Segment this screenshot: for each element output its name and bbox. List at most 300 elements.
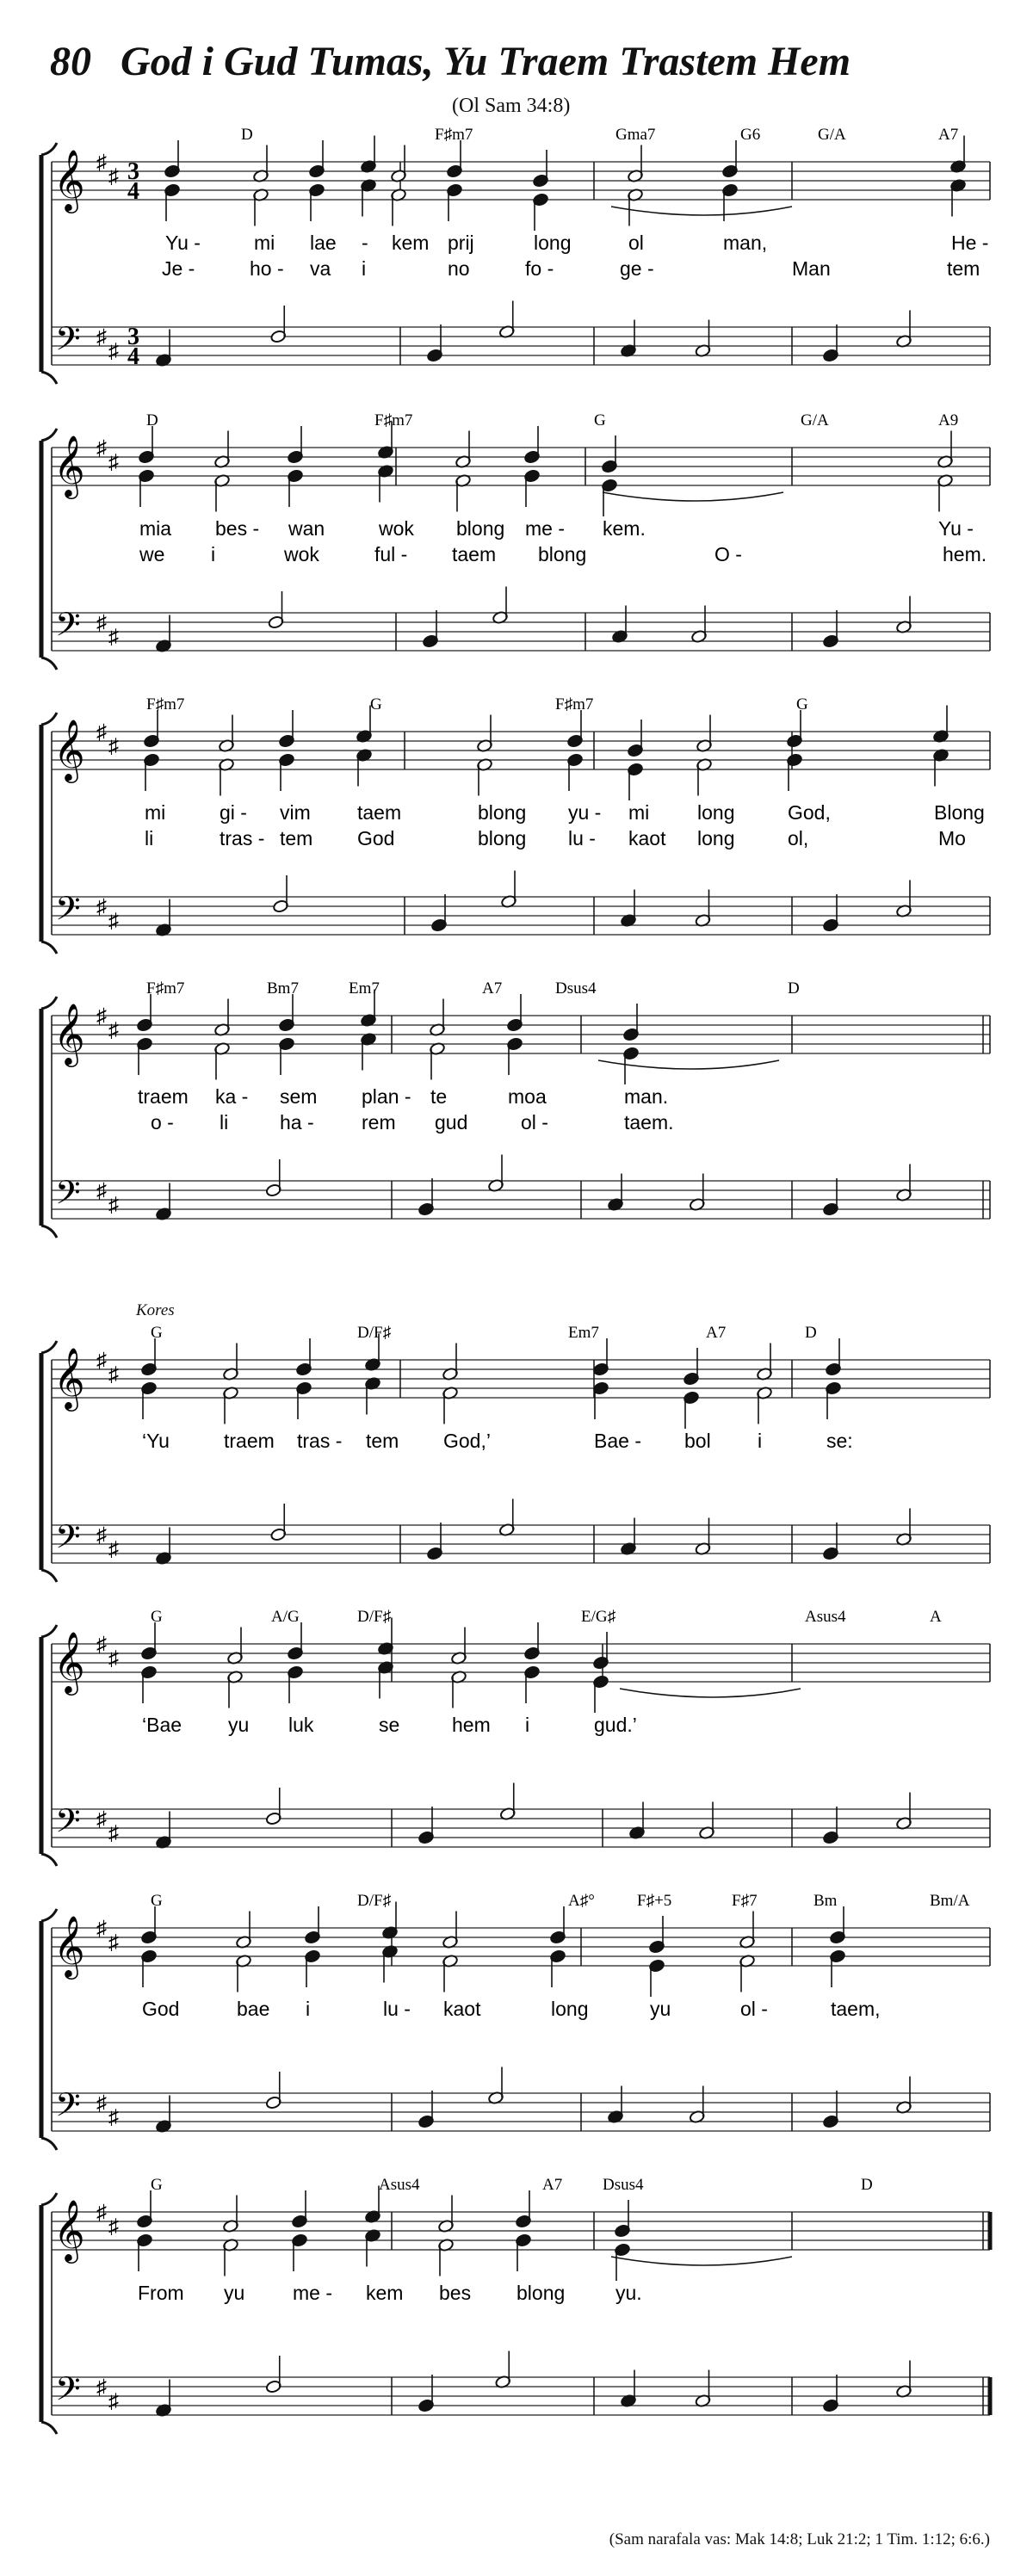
melody-note	[507, 994, 523, 1032]
svg-text:♯: ♯	[108, 2215, 119, 2239]
treble-key-signature	[96, 721, 119, 758]
svg-text:♯: ♯	[108, 1647, 119, 1671]
harmony-note	[288, 1665, 304, 1703]
melody-note	[219, 715, 235, 753]
melody-note	[365, 2186, 381, 2224]
harmony-note	[684, 1391, 700, 1429]
melody-note	[279, 710, 295, 748]
lyric-syllable-verse-1: He -	[951, 232, 989, 254]
svg-text:♯: ♯	[96, 1808, 107, 1831]
harmony-note	[593, 1381, 609, 1419]
lyric-syllable-verse-1: blong	[456, 517, 505, 540]
bass-note	[896, 311, 912, 349]
harmony-note	[137, 1037, 153, 1075]
harmony-note	[236, 1955, 252, 1992]
bass-note	[156, 615, 172, 653]
harmony-note	[253, 188, 269, 226]
svg-text:♯: ♯	[96, 1350, 107, 1372]
melody-note	[292, 2190, 308, 2228]
lyric-syllable-verse-1: gi -	[220, 801, 247, 824]
melody-note	[438, 2196, 455, 2233]
bass-note	[265, 1159, 281, 1197]
bass-note	[621, 2370, 637, 2408]
lyric-syllable-verse-1: sem	[280, 1085, 318, 1108]
harmony-note	[288, 469, 304, 507]
bass-note	[695, 320, 711, 358]
melody-note	[227, 1628, 244, 1665]
harmony-note	[144, 753, 160, 791]
melody-note	[593, 1632, 609, 1670]
harmony-note	[950, 179, 967, 217]
melody-note	[628, 145, 644, 183]
bass-note	[896, 596, 912, 634]
chord-symbol: G/A	[818, 127, 846, 144]
bass-clef-icon: 𝄢	[55, 2371, 81, 2415]
svg-text:♯: ♯	[108, 735, 119, 758]
chord-symbol: D	[788, 981, 800, 998]
chord-symbol: G	[151, 1609, 163, 1626]
svg-text:♯: ♯	[108, 165, 119, 188]
lyric-syllable-verse-2: Je -	[162, 257, 195, 280]
melody-note	[739, 1912, 756, 1949]
harmony-note	[430, 1042, 446, 1080]
lyric-syllable-verse-2: taem	[452, 543, 497, 565]
lyric-syllable-verse-1: blong	[516, 2282, 566, 2304]
lyric-syllable-verse-1: kem.	[603, 517, 646, 540]
chord-symbol: D	[241, 127, 253, 144]
svg-text:♯: ♯	[96, 2376, 107, 2399]
melody-note	[516, 2190, 532, 2228]
lyric-syllable-verse-1: Blong	[934, 801, 985, 824]
bass-note	[265, 2356, 281, 2394]
melody-note	[722, 140, 739, 178]
chord-symbol: D	[805, 1325, 817, 1342]
svg-text:♯: ♯	[96, 2202, 107, 2224]
chord-symbol: G	[151, 1325, 163, 1342]
treble-time-signature	[127, 158, 139, 205]
bass-note	[896, 2361, 912, 2399]
melody-note	[567, 710, 584, 748]
melody-note	[296, 1338, 312, 1376]
bass-note	[418, 2375, 435, 2412]
chord-symbol: A7	[542, 2178, 563, 2194]
bass-note	[501, 871, 517, 909]
lyric-syllable-verse-1: God,	[788, 801, 831, 824]
lyric-syllable-verse-1: se:	[826, 1430, 853, 1452]
harmony-note	[141, 1381, 158, 1419]
bass-note	[418, 1807, 435, 1844]
chord-symbol: D/F♯	[357, 1893, 392, 1910]
treble-key-signature	[96, 151, 119, 188]
system-3	[0, 697, 1033, 964]
lyric-syllable-verse-2: li	[145, 827, 154, 849]
bass-staff	[52, 1525, 990, 1563]
treble-key-signature	[96, 1918, 119, 1955]
melody-note	[223, 1344, 239, 1381]
harmony-note	[524, 1665, 541, 1703]
chord-symbol: Asus4	[805, 1609, 846, 1626]
melody-note	[757, 1344, 773, 1381]
melody-note	[447, 140, 463, 178]
lyric-syllable-verse-1: wok	[379, 517, 414, 540]
melody-note	[164, 140, 181, 178]
bass-note	[492, 587, 509, 625]
lyric-syllable-verse-2: Man	[792, 257, 831, 280]
svg-text:♯: ♯	[108, 2390, 119, 2413]
lyric-syllable-verse-2: O -	[714, 543, 742, 565]
bass-note	[268, 591, 284, 629]
lyric-syllable-verse-2: long	[697, 827, 735, 849]
harmony-note	[477, 758, 493, 796]
bass-note	[265, 1788, 281, 1825]
melody-note	[141, 1622, 158, 1660]
lyric-syllable-verse-2: God	[357, 827, 395, 849]
lyric-syllable-verse-1: yu	[650, 1998, 671, 2020]
chord-symbol: D	[861, 2178, 873, 2194]
lyric-syllable-verse-1: bes -	[215, 517, 260, 540]
bass-key-signature	[96, 2376, 119, 2413]
chord-symbol: G	[151, 2178, 163, 2194]
bass-note	[621, 320, 637, 358]
lyric-syllable-verse-1: mi	[145, 801, 166, 824]
harmony-note	[787, 753, 803, 791]
bass-note	[823, 1178, 839, 1216]
lyric-syllable-verse-1: ol -	[740, 1998, 768, 2020]
system-6	[0, 1609, 1033, 1876]
lyric-syllable-verse-1: From	[138, 2282, 184, 2304]
lyric-syllable-verse-1: i	[758, 1430, 763, 1452]
svg-text:3: 3	[127, 324, 139, 350]
bass-staff	[52, 613, 990, 651]
melody-note	[223, 2196, 239, 2233]
svg-text:♯: ♯	[96, 1634, 107, 1656]
bass-note	[423, 610, 439, 648]
harmony-note	[447, 183, 463, 221]
svg-text:♯: ♯	[96, 1918, 107, 1940]
bass-note	[823, 2091, 839, 2128]
chord-symbol: Asus4	[379, 2178, 420, 2194]
bass-key-signature	[96, 1524, 119, 1561]
melody-note	[356, 706, 373, 744]
lyric-syllable-verse-1: man,	[723, 232, 768, 254]
bass-key-signature	[96, 1808, 119, 1845]
bass-staff	[52, 1809, 990, 1847]
harmony-note	[696, 758, 713, 796]
treble-clef-icon: 𝄞	[53, 1350, 85, 1408]
bass-note	[896, 2077, 912, 2115]
bass-note	[495, 2351, 511, 2389]
treble-clef-icon: 𝄞	[53, 1918, 85, 1976]
bass-note	[488, 2067, 504, 2105]
harmony-note	[279, 753, 295, 791]
harmony-note	[141, 1949, 158, 1987]
scripture-reference: (Ol Sam 34:8)	[452, 95, 571, 117]
bass-note	[270, 306, 287, 343]
chord-symbol: Em7	[349, 981, 380, 998]
harmony-note	[219, 758, 235, 796]
harmony-note	[722, 183, 739, 221]
svg-text:4: 4	[127, 343, 139, 370]
bass-key-signature	[96, 896, 119, 933]
chord-symbol: G	[594, 413, 606, 429]
chord-symbol: G	[796, 697, 808, 713]
melody-note	[137, 994, 153, 1032]
harmony-note	[937, 474, 954, 512]
svg-text:♯: ♯	[108, 1194, 119, 1217]
bass-note	[896, 1164, 912, 1202]
tie	[611, 207, 792, 215]
melody-note	[137, 2190, 153, 2228]
lyric-syllable-verse-1: mi	[254, 232, 275, 254]
treble-staff	[52, 1928, 990, 1966]
lyric-syllable-verse-1: yu.	[615, 2282, 642, 2304]
svg-text:♯: ♯	[108, 2106, 119, 2129]
lyric-syllable-verse-1: -	[362, 232, 368, 254]
harmony-note	[442, 1955, 459, 1992]
bass-note	[621, 1518, 637, 1556]
lyric-syllable-verse-2: tem	[947, 257, 980, 280]
bass-note	[427, 1523, 443, 1560]
system-8	[0, 2178, 1033, 2444]
harmony-note	[365, 2229, 381, 2267]
harmony-note	[550, 1949, 566, 1987]
bass-note	[823, 894, 839, 932]
lyric-syllable-verse-1: traem	[224, 1430, 275, 1452]
harmony-note	[442, 1387, 459, 1424]
bass-note	[691, 606, 708, 644]
bass-staff	[52, 1181, 990, 1219]
svg-text:♯: ♯	[108, 1538, 119, 1561]
treble-staff	[52, 1644, 990, 1682]
system-1	[0, 127, 1033, 394]
svg-text:♯: ♯	[108, 1019, 119, 1042]
bass-note	[896, 1509, 912, 1547]
chord-symbol: Bm	[813, 1893, 838, 1910]
lyric-syllable-verse-2: blong	[478, 827, 527, 849]
treble-clef-icon: 𝄞	[53, 1634, 85, 1692]
lyric-syllable-verse-2: li	[220, 1111, 229, 1134]
lyric-syllable-verse-1: ka -	[215, 1085, 249, 1108]
hymn-title: God i Gud Tumas, Yu Traem Trastem Hem	[121, 39, 851, 84]
bass-note	[427, 324, 443, 362]
bass-note	[156, 1183, 172, 1221]
bass-note	[896, 880, 912, 918]
harmony-note	[455, 474, 472, 512]
harmony-note	[356, 749, 373, 787]
melody-note	[933, 706, 949, 744]
bass-key-signature	[96, 612, 119, 649]
chord-symbol: A	[930, 1609, 942, 1626]
melody-note	[391, 145, 407, 183]
svg-text:♯: ♯	[96, 1524, 107, 1547]
lyric-syllable-verse-2: kaot	[628, 827, 666, 849]
melody-note	[288, 426, 304, 464]
treble-clef-icon: 𝄞	[53, 1005, 85, 1064]
lyric-syllable-verse-2: taem.	[624, 1111, 674, 1134]
bass-note	[498, 301, 515, 339]
lyric-syllable-verse-1: bes	[439, 2282, 472, 2304]
lyric-syllable-verse-2: i	[211, 543, 216, 565]
treble-clef-icon: 𝄞	[53, 151, 85, 210]
lyric-syllable-verse-1: ol	[628, 232, 644, 254]
lyric-syllable-verse-1: Yu -	[938, 517, 974, 540]
melody-note	[628, 720, 644, 757]
harmony-note	[507, 1037, 523, 1075]
lyric-syllable-verse-1: te	[430, 1085, 448, 1108]
svg-text:♯: ♯	[108, 1931, 119, 1955]
treble-staff	[52, 732, 990, 769]
svg-text:♯: ♯	[108, 910, 119, 933]
system-1-svg	[0, 127, 1033, 394]
melody-note	[477, 715, 493, 753]
harmony-note	[292, 2233, 308, 2271]
chord-symbol: Dsus4	[555, 981, 597, 998]
svg-text:4: 4	[127, 178, 139, 205]
bass-time-signature	[127, 324, 139, 370]
bass-staff	[52, 327, 990, 365]
system-7	[0, 1893, 1033, 2160]
lyric-syllable-verse-2: ho -	[250, 257, 284, 280]
melody-note	[649, 1916, 665, 1954]
melody-note	[937, 431, 954, 469]
treble-key-signature	[96, 1634, 119, 1671]
svg-text:3: 3	[127, 158, 139, 185]
svg-text:♯: ♯	[108, 1822, 119, 1845]
harmony-note	[361, 1033, 377, 1071]
harmony-note	[361, 179, 377, 217]
bass-note	[418, 1178, 435, 1216]
lyric-syllable-verse-2: i	[362, 257, 367, 280]
chord-symbol: Bm7	[267, 981, 299, 998]
lyric-syllable-verse-1: kaot	[443, 1998, 481, 2020]
chord-symbol: A7	[938, 127, 959, 144]
chord-symbol: A7	[482, 981, 503, 998]
melody-note	[615, 2200, 631, 2238]
lyric-syllable-verse-2: fo -	[525, 257, 554, 280]
harmony-note	[451, 1671, 467, 1708]
chord-symbol: D/F♯	[357, 1325, 392, 1342]
melody-note	[430, 999, 446, 1037]
harmony-note	[141, 1665, 158, 1703]
lyric-syllable-verse-2: ge -	[620, 257, 654, 280]
bass-staff	[52, 2093, 990, 2131]
harmony-note	[628, 763, 644, 800]
lyric-syllable-verse-1: me -	[293, 2282, 332, 2304]
bass-note	[499, 1783, 516, 1821]
melody-note	[524, 1622, 541, 1660]
lyric-syllable-verse-2: hem.	[943, 543, 987, 565]
bass-key-signature	[96, 2092, 119, 2129]
treble-key-signature	[96, 1005, 119, 1042]
lyric-syllable-verse-2: ol -	[521, 1111, 548, 1134]
harmony-note	[382, 1945, 399, 1983]
lyric-syllable-verse-1: ‘Yu	[142, 1430, 170, 1452]
lyric-syllable-verse-2: blong	[538, 543, 587, 565]
lyric-syllable-verse-2: ol,	[788, 827, 809, 849]
melody-note	[144, 710, 160, 748]
melody-note	[305, 1906, 321, 1944]
lyric-syllable-verse-1: i	[525, 1714, 530, 1736]
lyric-syllable-verse-1: blong	[478, 801, 527, 824]
bass-note	[695, 1518, 711, 1556]
lyric-syllable-verse-1: vim	[280, 801, 311, 824]
lyric-syllable-verse-2: tras -	[220, 827, 265, 849]
chord-symbol: D/F♯	[357, 1609, 392, 1626]
harmony-note	[615, 2243, 631, 2281]
svg-text:♯: ♯	[108, 626, 119, 649]
bass-note	[270, 1504, 287, 1541]
bass-clef-icon: 𝄢	[55, 891, 81, 935]
lyric-syllable-verse-1: bol	[684, 1430, 711, 1452]
melody-note	[826, 1338, 842, 1376]
lyric-syllable-verse-2: lu -	[568, 827, 596, 849]
bass-clef-icon: 𝄢	[55, 1175, 81, 1219]
lyric-syllable-verse-1: plan -	[362, 1085, 411, 1108]
melody-note	[279, 994, 295, 1032]
bass-note	[156, 2096, 172, 2134]
harmony-note	[649, 1959, 665, 1997]
bass-staff	[52, 2377, 990, 2415]
treble-key-signature	[96, 1350, 119, 1387]
bass-note	[431, 894, 448, 932]
lyric-syllable-verse-1: Yu -	[165, 232, 201, 254]
lyric-syllable-verse-2: o -	[151, 1111, 174, 1134]
melody-note	[684, 1348, 700, 1386]
bass-note	[823, 1807, 839, 1844]
melody-note	[524, 426, 541, 464]
melody-note	[214, 999, 231, 1037]
lyric-syllable-verse-1: mi	[628, 801, 650, 824]
chord-symbol: F♯m7	[146, 697, 185, 713]
treble-staff	[52, 1360, 990, 1398]
chord-symbol: G	[151, 1893, 163, 1910]
chord-symbol: Bm/A	[930, 1893, 970, 1910]
harmony-note	[516, 2233, 532, 2271]
system-8-svg	[0, 2178, 1033, 2444]
chord-symbol: E/G♯	[581, 1609, 616, 1626]
lyric-syllable-verse-1: tras -	[297, 1430, 343, 1452]
melody-note	[236, 1912, 252, 1949]
harmony-note	[739, 1955, 756, 1992]
lyric-syllable-verse-1: man.	[624, 1085, 669, 1108]
bass-note	[156, 899, 172, 937]
lyric-syllable-verse-1: long	[697, 801, 735, 824]
bass-note	[156, 1528, 172, 1566]
lyric-syllable-verse-1: long	[551, 1998, 589, 2020]
lyric-syllable-verse-1: i	[306, 1998, 311, 2020]
harmony-note	[933, 749, 949, 787]
bass-note	[488, 1155, 504, 1193]
system-6-svg	[0, 1609, 1033, 1876]
bass-note	[621, 890, 637, 928]
melody-note	[696, 715, 713, 753]
system-3-svg	[0, 697, 1033, 964]
melody-note	[533, 150, 549, 188]
harmony-note	[826, 1381, 842, 1419]
lyric-syllable-verse-1: se	[379, 1714, 400, 1736]
lyric-syllable-verse-1: kem	[366, 2282, 404, 2304]
bass-note	[498, 1499, 515, 1537]
melody-note	[309, 140, 325, 178]
treble-staff	[52, 162, 990, 200]
lyric-syllable-verse-1: tem	[366, 1430, 399, 1452]
bass-note	[695, 890, 711, 928]
system-5	[0, 1325, 1033, 1592]
system-5-svg	[0, 1325, 1033, 1592]
tie	[603, 492, 783, 501]
chord-symbol: F♯7	[732, 1893, 758, 1910]
bass-note	[418, 2091, 435, 2128]
